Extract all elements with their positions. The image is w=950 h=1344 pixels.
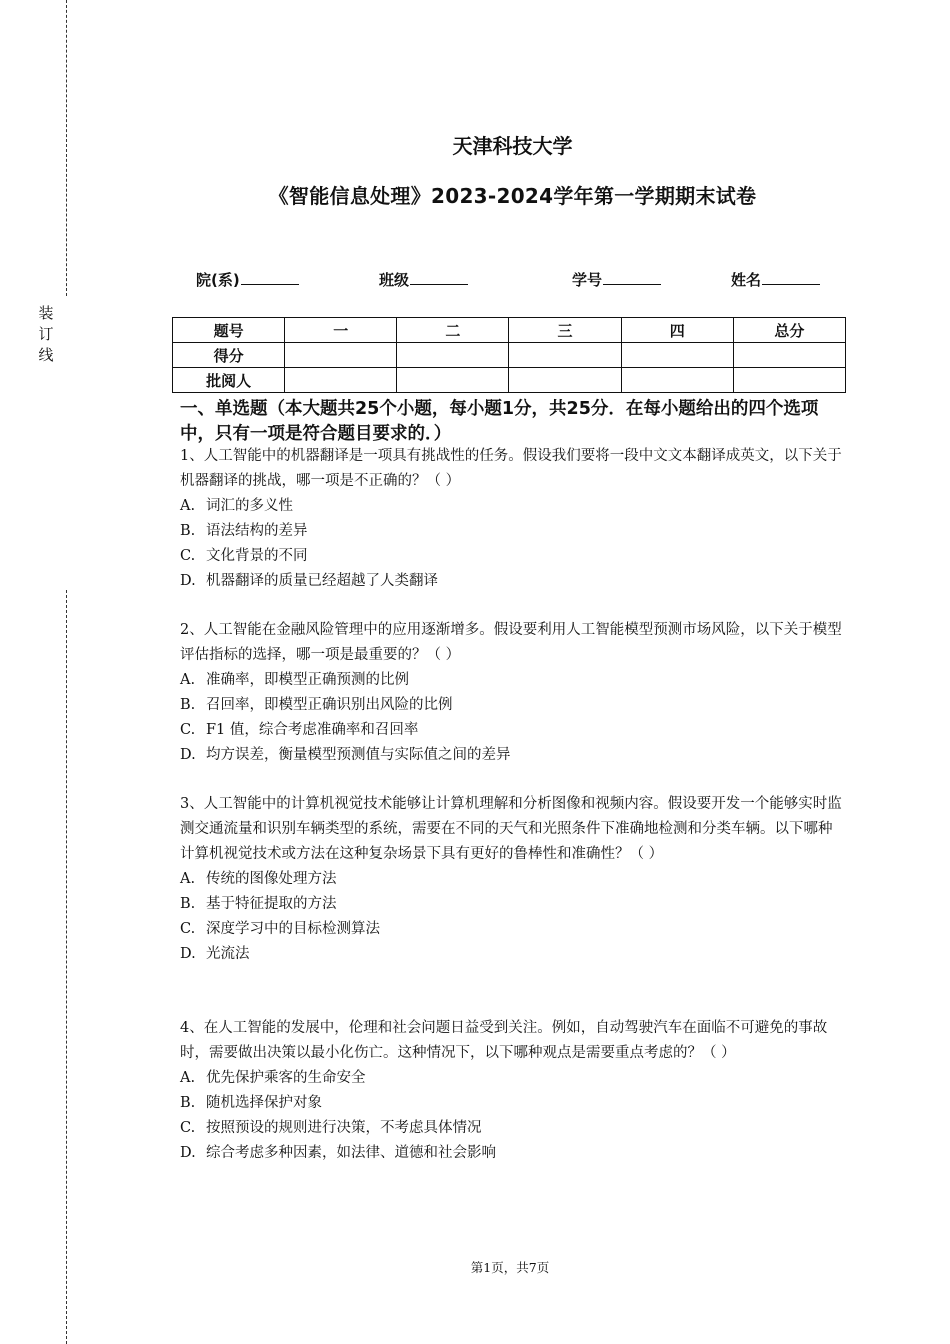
score-table-header-cell: 总分 [733,318,845,343]
option-c[interactable]: C. 按照预设的规则进行决策，不考虑具体情况 [180,1120,482,1136]
binding-line-bottom [66,590,67,1344]
option-a[interactable]: A. 准确率，即模型正确预测的比例 [180,672,409,688]
option-d[interactable]: D. 光流法 [180,946,250,962]
binding-char: 线 [38,346,54,364]
score-table-header-cell: 题号 [173,318,285,343]
reviewer-cell[interactable] [621,368,733,393]
student-id-field[interactable]: 学号 [572,269,661,290]
score-table-header-cell: 三 [509,318,621,343]
option-b[interactable]: B. 语法结构的差异 [180,523,308,539]
question-block [180,618,842,768]
reviewer-cell[interactable] [285,368,397,393]
question-block [180,792,842,967]
reviewer-cell[interactable] [733,368,845,393]
option-a[interactable]: A. 优先保护乘客的生命安全 [180,1070,366,1086]
score-row [173,343,846,368]
question-stem: 3、人工智能中的计算机视觉技术能够让计算机理解和分析图像和视频内容。假设要开发一个能够实时监测交通流量和识别车辆类型的系统，需要在不同的天气和光照条件下准确地检测和分类车辆。以下哪种计算机视觉技术或方法在这种复杂场景下具有更好的鲁棒性和准确性？（ ） [180,796,842,862]
score-cell[interactable] [397,343,509,368]
section-heading: 一、单选题（本大题共25个小题，每小题1分，共25分．在每小题给出的四个选项中，只有一项是符合题目要求的．） [180,399,819,444]
score-table-header-cell: 一 [285,318,397,343]
question-block [180,1016,842,1166]
question-stem: 4、在人工智能的发展中，伦理和社会问题日益受到关注。例如，自动驾驶汽车在面临不可避免的事故时，需要做出决策以最小化伤亡。这种情况下，以下哪种观点是需要重点考虑的？（ ） [180,1020,828,1061]
option-d[interactable]: D. 均方误差，衡量模型预测值与实际值之间的差异 [180,747,511,763]
option-a[interactable]: A. 词汇的多义性 [180,498,293,514]
score-table-header-row [173,318,846,343]
option-b[interactable]: B. 召回率，即模型正确识别出风险的比例 [180,697,453,713]
option-d[interactable]: D. 综合考虑多种因素，如法律、道德和社会影响 [180,1145,496,1161]
score-cell[interactable] [285,343,397,368]
option-c[interactable]: C. F1 值，综合考虑准确率和召回率 [180,722,419,738]
score-table-header-cell: 四 [621,318,733,343]
binding-char: 装 [38,304,54,322]
question-stem: 1、人工智能中的机器翻译是一项具有挑战性的任务。假设我们要将一段中文文本翻译成英文，以下关于机器翻译的挑战，哪一项是不正确的？（ ） [180,448,842,489]
score-table-header-cell: 二 [397,318,509,343]
reviewer-cell[interactable] [397,368,509,393]
reviewer-cell[interactable] [509,368,621,393]
option-d[interactable]: D. 机器翻译的质量已经超越了人类翻译 [180,573,438,589]
score-row-label: 得分 [173,343,285,368]
department-field[interactable]: 院(系) [196,269,299,290]
score-cell[interactable] [509,343,621,368]
score-cell[interactable] [621,343,733,368]
score-table [172,317,846,393]
option-a[interactable]: A. 传统的图像处理方法 [180,871,337,887]
option-b[interactable]: B. 基于特征提取的方法 [180,896,337,912]
class-field[interactable]: 班级 [379,269,468,290]
binding-char: 订 [38,325,54,343]
option-b[interactable]: B. 随机选择保护对象 [180,1095,322,1111]
score-cell[interactable] [733,343,845,368]
school-name: 天津科技大学 [452,134,573,158]
question-stem: 2、人工智能在金融风险管理中的应用逐渐增多。假设要利用人工智能模型预测市场风险，以下关于模型评估指标的选择，哪一项是最重要的？（ ） [180,622,842,663]
option-c[interactable]: C. 深度学习中的目标检测算法 [180,921,380,937]
reviewer-row [173,368,846,393]
binding-label [36,303,56,366]
question-block [180,444,842,594]
name-field[interactable]: 姓名 [731,269,820,290]
option-c[interactable]: C. 文化背景的不同 [180,548,308,564]
reviewer-row-label: 批阅人 [173,368,285,393]
exam-title: 《智能信息处理》2023-2024学年第一学期期末试卷 [268,184,757,208]
page-footer: 第1页，共7页 [470,1260,550,1275]
